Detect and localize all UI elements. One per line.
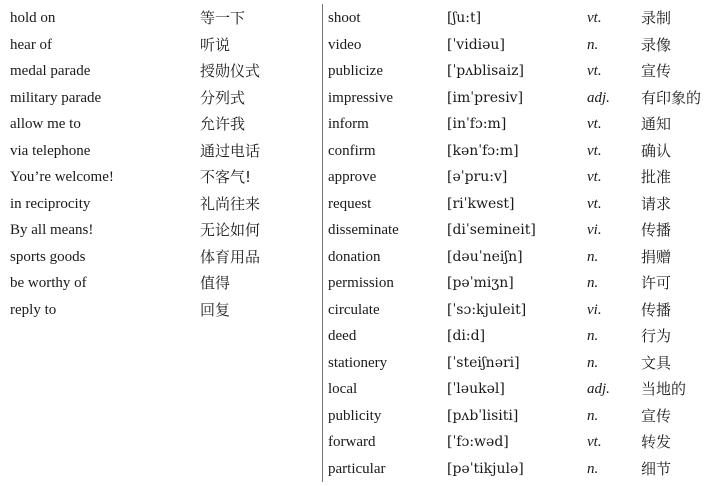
phrase-english: military parade: [10, 89, 102, 106]
phrase-chinese: 通过电话: [200, 141, 261, 160]
vocabulary-row: [0, 164, 723, 190]
vocabulary-row: [0, 191, 723, 217]
vocabulary-part-of-speech: vt.: [587, 142, 602, 159]
vocabulary-word: video: [328, 36, 362, 53]
vocabulary-chinese: 转发: [641, 433, 672, 451]
vocabulary-part-of-speech: vt.: [587, 116, 602, 132]
vocabulary-row: [0, 217, 723, 243]
phrase-english: via telephone: [10, 142, 91, 159]
phrase-chinese: 礼尚往来: [200, 194, 261, 213]
vocabulary-word: publicity: [328, 407, 382, 424]
vocabulary-chinese: 传播: [641, 221, 672, 239]
vocabulary-row: [0, 403, 723, 429]
vocabulary-word: stationery: [328, 354, 388, 371]
phrase-english: sports goods: [10, 248, 86, 265]
vocabulary-chinese: 确认: [641, 141, 672, 160]
phrase-chinese: 值得: [200, 274, 231, 292]
vocabulary-row: [0, 58, 723, 84]
vocabulary-phonetic: [riˈkwest]: [447, 195, 515, 212]
vocabulary-phonetic: [ˈfɔ:wəd]: [447, 434, 509, 450]
vocabulary-phonetic: [ˈsɔ:kjuleit]: [447, 301, 527, 318]
vocabulary-phonetic: [əˈpru:v]: [447, 169, 508, 185]
vocabulary-chinese: 请求: [641, 194, 672, 213]
vocabulary-phonetic: [inˈfɔ:m]: [447, 116, 507, 132]
vocabulary-word: local: [328, 381, 358, 397]
vocabulary-phonetic: [di:d]: [447, 328, 486, 344]
vocabulary-phonetic: [ˈvidiəu]: [447, 36, 505, 53]
vocabulary-row: [0, 32, 723, 58]
vocabulary-word: publicize: [328, 63, 383, 79]
vocabulary-phonetic: [pʌbˈlisiti]: [447, 407, 519, 424]
vocabulary-row: [0, 323, 723, 349]
vocabulary-part-of-speech: vi.: [587, 301, 602, 318]
phrase-english: allow me to: [10, 116, 81, 132]
phrase-chinese: 授勋仪式: [200, 62, 261, 80]
vocabulary-part-of-speech: n.: [587, 407, 599, 424]
vocabulary-part-of-speech: n.: [587, 248, 599, 265]
vocabulary-phonetic: [diˈsemineit]: [447, 222, 536, 238]
vocabulary-part-of-speech: n.: [587, 328, 599, 344]
vocabulary-phonetic: [ˈpʌblisaiz]: [447, 63, 524, 79]
vocabulary-part-of-speech: n.: [587, 36, 599, 53]
vocabulary-row: [0, 5, 723, 31]
vocabulary-phonetic: [ˈləukəl]: [447, 381, 505, 397]
vocabulary-part-of-speech: vt.: [587, 63, 602, 79]
vocabulary-part-of-speech: n.: [587, 275, 599, 291]
phrase-chinese: 不客气!: [200, 168, 252, 186]
vocabulary-phonetic: [kənˈfɔ:m]: [447, 142, 519, 159]
vocabulary-part-of-speech: n.: [587, 460, 599, 477]
phrase-chinese: 听说: [200, 35, 231, 54]
vocabulary-word: forward: [328, 434, 376, 450]
vocabulary-part-of-speech: adj.: [587, 89, 610, 106]
vocabulary-row: [0, 138, 723, 164]
vocabulary-word: shoot: [328, 10, 361, 26]
vocabulary-phonetic: [imˈpresiv]: [447, 89, 524, 106]
vocabulary-word: particular: [328, 460, 386, 477]
vocabulary-word: deed: [328, 328, 357, 344]
vocabulary-phonetic: [ˈsteiʃnəri]: [447, 354, 520, 371]
vocabulary-chinese: 细节: [641, 459, 672, 478]
phrase-english: reply to: [10, 301, 57, 318]
vocabulary-word: circulate: [328, 301, 380, 318]
vocabulary-row: [0, 85, 723, 111]
vocabulary-part-of-speech: vt.: [587, 434, 602, 450]
vocabulary-phonetic: [ʃu:t]: [447, 10, 482, 26]
vocabulary-word: approve: [328, 169, 377, 185]
vocabulary-word: donation: [328, 248, 381, 265]
phrase-chinese: 等一下: [200, 9, 246, 27]
vocabulary-part-of-speech: vt.: [587, 10, 602, 26]
vocabulary-row: [0, 376, 723, 402]
vocabulary-part-of-speech: n.: [587, 354, 599, 371]
vocabulary-part-of-speech: vi.: [587, 222, 602, 238]
vocabulary-row: [0, 429, 723, 455]
vocabulary-chinese: 行为: [641, 327, 672, 345]
vocabulary-row: [0, 111, 723, 137]
vocabulary-chinese: 许可: [641, 274, 672, 292]
vocabulary-chinese: 传播: [641, 300, 672, 319]
phrase-english: be worthy of: [10, 275, 87, 291]
vocabulary-chinese: 通知: [641, 115, 672, 133]
phrase-english: hear of: [10, 36, 53, 53]
vocabulary-row: [0, 350, 723, 376]
vocabulary-word: inform: [328, 116, 369, 132]
phrase-chinese: 允许我: [200, 115, 246, 133]
phrase-english: hold on: [10, 10, 56, 26]
vocabulary-word: permission: [328, 275, 394, 291]
phrase-english: medal parade: [10, 63, 91, 79]
phrase-english: in reciprocity: [10, 195, 91, 212]
phrase-english: You’re welcome!: [10, 169, 114, 185]
vocabulary-phonetic: [pəˈtikjulə]: [447, 460, 524, 477]
vocabulary-part-of-speech: vt.: [587, 195, 602, 212]
vocabulary-chinese: 捐赠: [641, 247, 672, 266]
vocabulary-word: impressive: [328, 89, 393, 106]
vocabulary-part-of-speech: vt.: [587, 169, 602, 185]
phrase-chinese: 体育用品: [200, 247, 261, 266]
vocabulary-part-of-speech: adj.: [587, 381, 610, 397]
vocabulary-row: [0, 244, 723, 270]
phrase-chinese: 无论如何: [200, 221, 261, 239]
vocabulary-word: confirm: [328, 142, 376, 159]
phrase-chinese: 回复: [200, 300, 231, 319]
vocabulary-chinese: 录像: [641, 35, 672, 54]
vocabulary-chinese: 有印象的: [641, 88, 702, 107]
vocabulary-chinese: 宣传: [641, 406, 672, 425]
vocabulary-row: [0, 456, 723, 482]
vocabulary-word: request: [328, 195, 372, 212]
vocabulary-word: disseminate: [328, 222, 399, 238]
vocabulary-row: [0, 297, 723, 323]
phrase-chinese: 分列式: [200, 88, 246, 107]
vocabulary-chinese: 当地的: [641, 380, 687, 398]
vocabulary-phonetic: [dəuˈneiʃn]: [447, 248, 523, 265]
vocabulary-chinese: 批准: [641, 168, 672, 186]
vocabulary-phonetic: [pəˈmiʒn]: [447, 275, 514, 291]
vocabulary-chinese: 文具: [641, 353, 672, 372]
vocabulary-row: [0, 270, 723, 296]
phrase-english: By all means!: [10, 222, 94, 238]
vocabulary-chinese: 录制: [641, 9, 672, 27]
vocabulary-chinese: 宣传: [641, 62, 672, 80]
